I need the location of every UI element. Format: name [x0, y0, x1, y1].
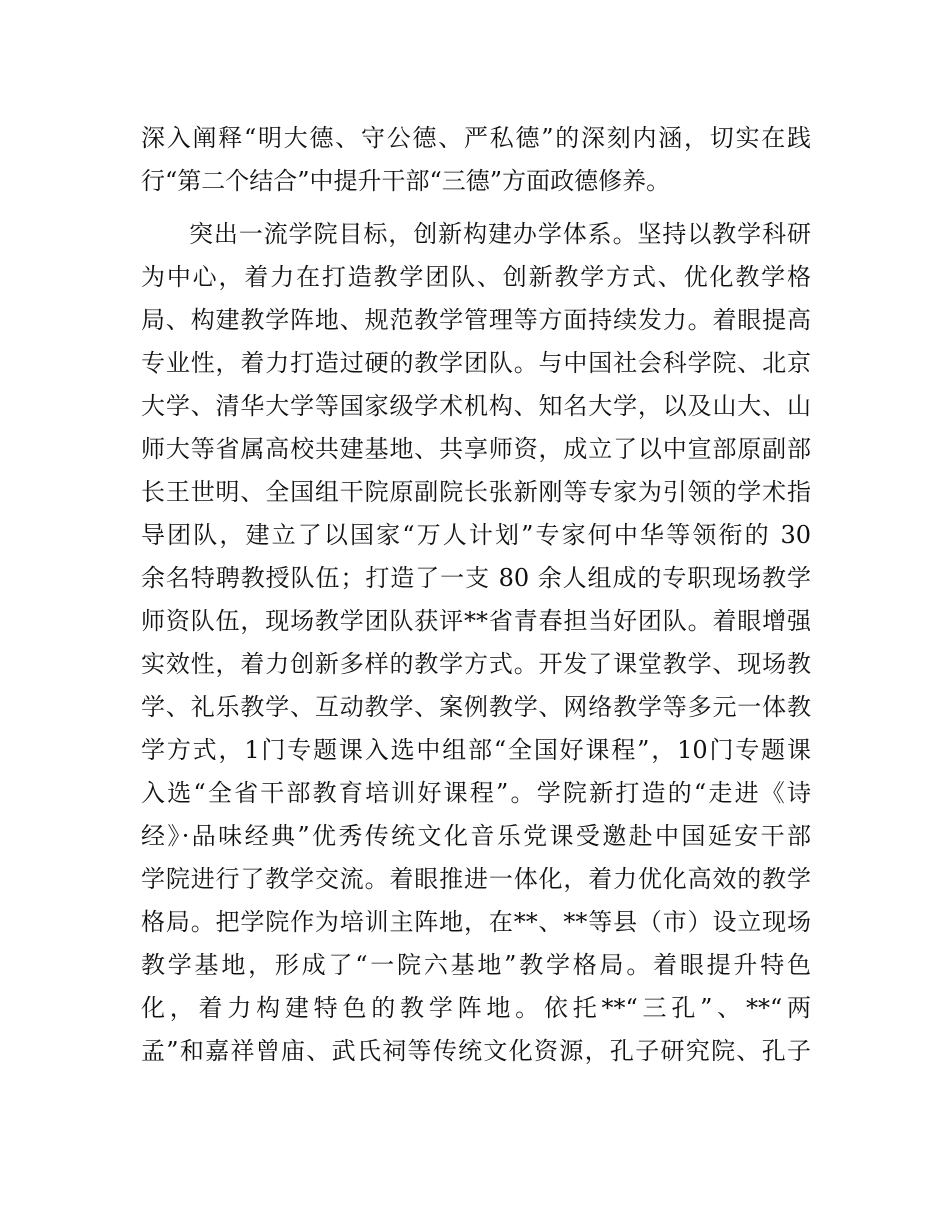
text-line: 化，着力构建特色的教学阵地。依托**“三孔”、**“两	[141, 994, 811, 1022]
text-line: 长王世明、全国组干院原副院长张新刚等专家为引领的学术指	[141, 478, 811, 506]
paragraph-spacing	[141, 203, 811, 213]
paragraph-1	[141, 117, 811, 203]
text-line: 余名特聘教授队伍；打造了一支 80 余人组成的专职现场教学	[141, 564, 811, 592]
text-line: 导团队，建立了以国家“万人计划”专家何中华等领衔的 30	[141, 521, 811, 549]
text-line: 孟”和嘉祥曾庙、武氏祠等传统文化资源，孔子研究院、孔子	[141, 1037, 811, 1065]
text-line: 教学基地，形成了“一院六基地”教学格局。着眼提升特色	[141, 951, 811, 979]
text-line: 师资队伍，现场教学团队获评**省青春担当好团队。着眼增强	[141, 607, 811, 635]
text-line: 经》·品味经典”优秀传统文化音乐党课受邀赴中国延安干部	[141, 822, 811, 850]
text-line: 为中心，着力在打造教学团队、创新教学方式、优化教学格	[141, 263, 811, 291]
text-line: 学院进行了教学交流。着眼推进一体化，着力优化高效的教学	[141, 865, 811, 893]
text-line: 深入阐释“明大德、守公德、严私德”的深刻内涵，切实在践	[141, 124, 811, 152]
text-line: 师大等省属高校共建基地、共享师资，成立了以中宣部原副部	[141, 435, 811, 463]
text-line: 格局。把学院作为培训主阵地，在**、**等县（市）设立现场	[141, 908, 811, 936]
text-line: 大学、清华大学等国家级学术机构、知名大学，以及山大、山	[141, 392, 811, 420]
text-line: 突出一流学院目标，创新构建办学体系。坚持以教学科研	[189, 220, 811, 248]
text-line: 局、构建教学阵地、规范教学管理等方面持续发力。着眼提高	[141, 306, 811, 334]
text-line: 入选“全省干部教育培训好课程”。学院新打造的“走进《诗	[141, 779, 811, 807]
body-text	[141, 117, 811, 1073]
text-line: 行“第二个结合”中提升干部“三德”方面政德修养。	[141, 167, 671, 195]
text-line: 专业性，着力打造过硬的教学团队。与中国社会科学院、北京	[141, 349, 811, 377]
text-line: 学、礼乐教学、互动教学、案例教学、网络教学等多元一体教	[141, 693, 811, 721]
paragraph-2	[141, 213, 811, 1073]
text-line: 学方式，1门专题课入选中组部“全国好课程”，10门专题课	[141, 736, 811, 764]
text-line: 实效性，着力创新多样的教学方式。开发了课堂教学、现场教	[141, 650, 811, 678]
